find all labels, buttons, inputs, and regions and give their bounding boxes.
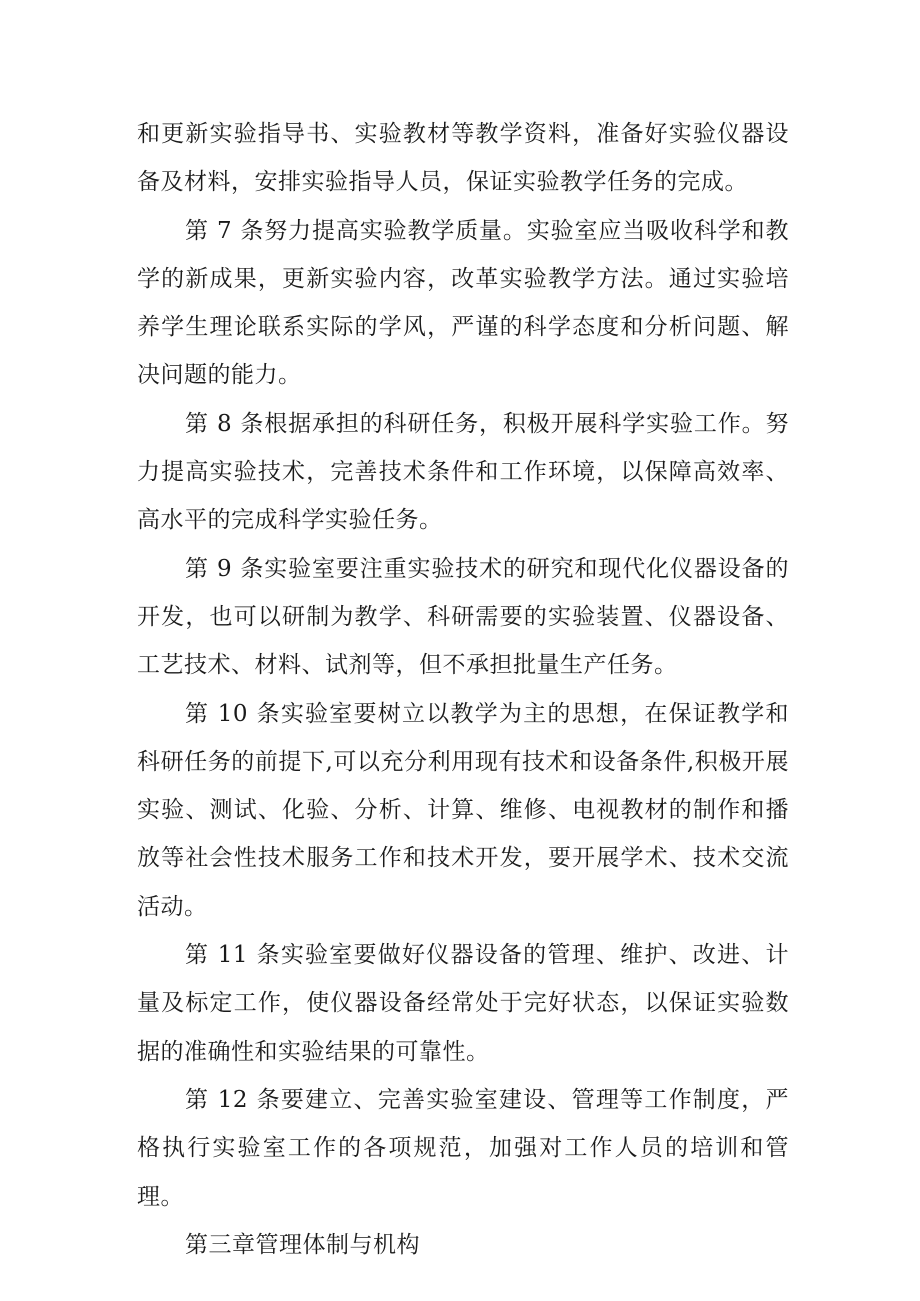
paragraph-article-7: 第 7 条努力提高实验教学质量。实验室应当吸收科学和教学的新成果，更新实验内容，改革实验教学方法。通过实验培养学生理论联系实际的学风，严谨的科学态度和分析问题、解决问题的能力。 <box>137 217 789 389</box>
chapter-heading: 第三章管理体制与机构 <box>185 1231 420 1258</box>
paragraph-article-9: 第 9 条实验室要注重实验技术的研究和现代化仪器设备的开发，也可以研制为教学、科研需要的实验装置、仪器设备、工艺技术、材料、试剂等，但不承担批量生产任务。 <box>137 555 789 679</box>
paragraph-article-8: 第 8 条根据承担的科研任务，积极开展科学实验工作。努力提高实验技术，完善技术条件和工作环境，以保障高效率、高水平的完成科学实验任务。 <box>137 410 789 534</box>
paragraph-continued: 和更新实验指导书、实验教材等教学资料，准备好实验仪器设备及材料，安排实验指导人员，保证实验教学任务的完成。 <box>137 121 789 196</box>
paragraph-article-12: 第 12 条要建立、完善实验室建设、管理等工作制度，严格执行实验室工作的各项规范，加强对工作人员的培训和管理。 <box>137 1086 789 1210</box>
paragraph-article-10: 第 10 条实验室要树立以教学为主的思想，在保证教学和科研任务的前提下,可以充分利用现有技术和设备条件,积极开展实验、测试、化验、分析、计算、维修、电视教材的制作和播放等社会性技术服务工作和技术开发，要开展学术、技术交流活动。 <box>137 700 789 920</box>
document-body <box>137 110 789 1269</box>
paragraph-article-11: 第 11 条实验室要做好仪器设备的管理、维护、改进、计量及标定工作，使仪器设备经常处于完好状态，以保证实验数据的准确性和实验结果的可靠性。 <box>137 942 789 1065</box>
